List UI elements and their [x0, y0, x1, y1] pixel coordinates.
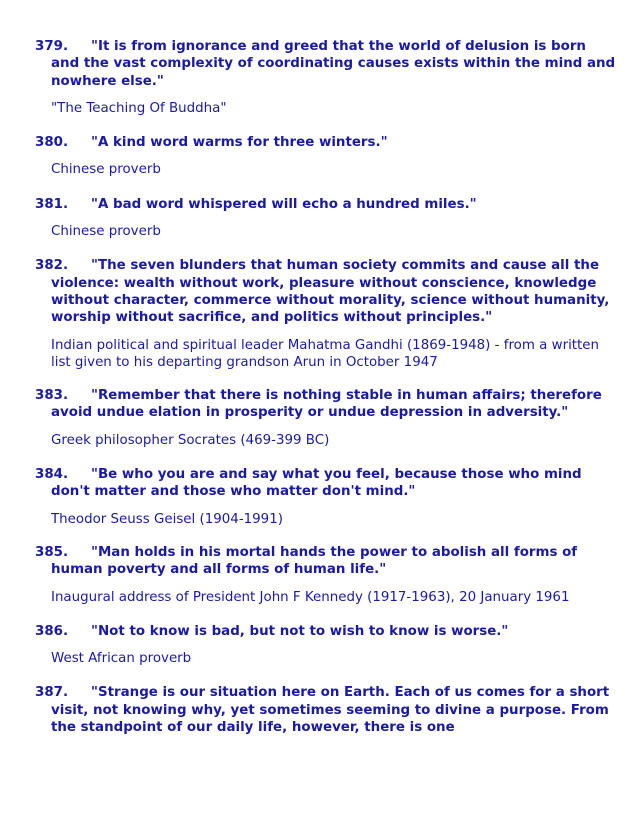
entry-number: 379.	[35, 39, 69, 54]
entry-number: 383.	[35, 388, 69, 404]
quote-entry-381	[35, 196, 616, 241]
quote-text	[35, 466, 616, 501]
entry-number: 385.	[35, 544, 69, 560]
quote-entry-380	[35, 134, 616, 179]
quote-text	[35, 196, 616, 213]
entry-number: 381.	[35, 196, 69, 212]
quote-body: "Man holds in his mortal hands the power to abolish all forms of human poverty and all forms of human life."	[51, 544, 578, 578]
quote-body: "The seven blunders that human society commits and cause all the violence: wealth without work, pleasure without conscience, knowledge without character, commerce without morality, science without humanity, worship without sacrifice, and politics without principles."	[51, 258, 610, 326]
quote-entry-383	[35, 387, 616, 449]
entry-number: 382.	[35, 258, 69, 274]
entry-number: 380.	[35, 135, 69, 151]
quote-text	[35, 623, 616, 640]
quote-entry-379	[35, 38, 616, 117]
quote-text	[35, 387, 616, 422]
quote-entry-384	[35, 466, 616, 528]
quote-body: "Not to know is bad, but not to wish to know is worse."	[91, 623, 509, 639]
quote-text	[35, 38, 616, 90]
quote-source: Indian political and spiritual leader Mahatma Gandhi (1869-1948) - from a written list given to his departing grandson Arun in October 1947	[51, 337, 600, 370]
quote-source: West African proverb	[51, 651, 192, 667]
quote-entry-382	[35, 257, 616, 371]
quote-source: Inaugural address of President John F Kennedy (1917-1963), 20 January 1961	[51, 589, 570, 605]
quote-text	[35, 544, 616, 579]
quote-body: "A kind word warms for three winters."	[91, 135, 388, 151]
quote-source: Chinese proverb	[51, 162, 161, 178]
quote-entry-387	[35, 684, 616, 736]
quote-text	[35, 684, 616, 736]
quote-body: "It is from ignorance and greed that the world of delusion is born and the vast complexity of coordinating causes exists within the mind and nowhere else."	[51, 39, 616, 89]
entry-number: 386.	[35, 623, 69, 639]
quote-source: Greek philosopher Socrates (469-399 BC)	[51, 432, 330, 448]
quote-body: "A bad word whispered will echo a hundred miles."	[91, 196, 477, 212]
quote-body: "Remember that there is nothing stable in human affairs; therefore avoid undue elation in prosperity or undue depression in adversity."	[51, 388, 602, 421]
entry-number: 384.	[35, 467, 69, 483]
quote-entry-385	[35, 544, 616, 606]
quote-body: "Strange is our situation here on Earth. Each of us comes for a short visit, not knowing why, yet sometimes seeming to divine a purpose. From the standpoint of our daily life, however, there is one	[51, 685, 610, 736]
quote-source: Theodor Seuss Geisel (1904-1991)	[51, 511, 283, 527]
entry-number: 387.	[35, 685, 69, 701]
quote-text	[35, 134, 616, 151]
quote-source: Chinese proverb	[51, 224, 161, 240]
quote-text	[35, 257, 616, 326]
quote-body: "Be who you are and say what you feel, because those who mind don't matter and those who matter don't mind."	[51, 467, 582, 500]
quote-entry-386	[35, 623, 616, 668]
quote-source: "The Teaching Of Buddha"	[51, 100, 227, 116]
